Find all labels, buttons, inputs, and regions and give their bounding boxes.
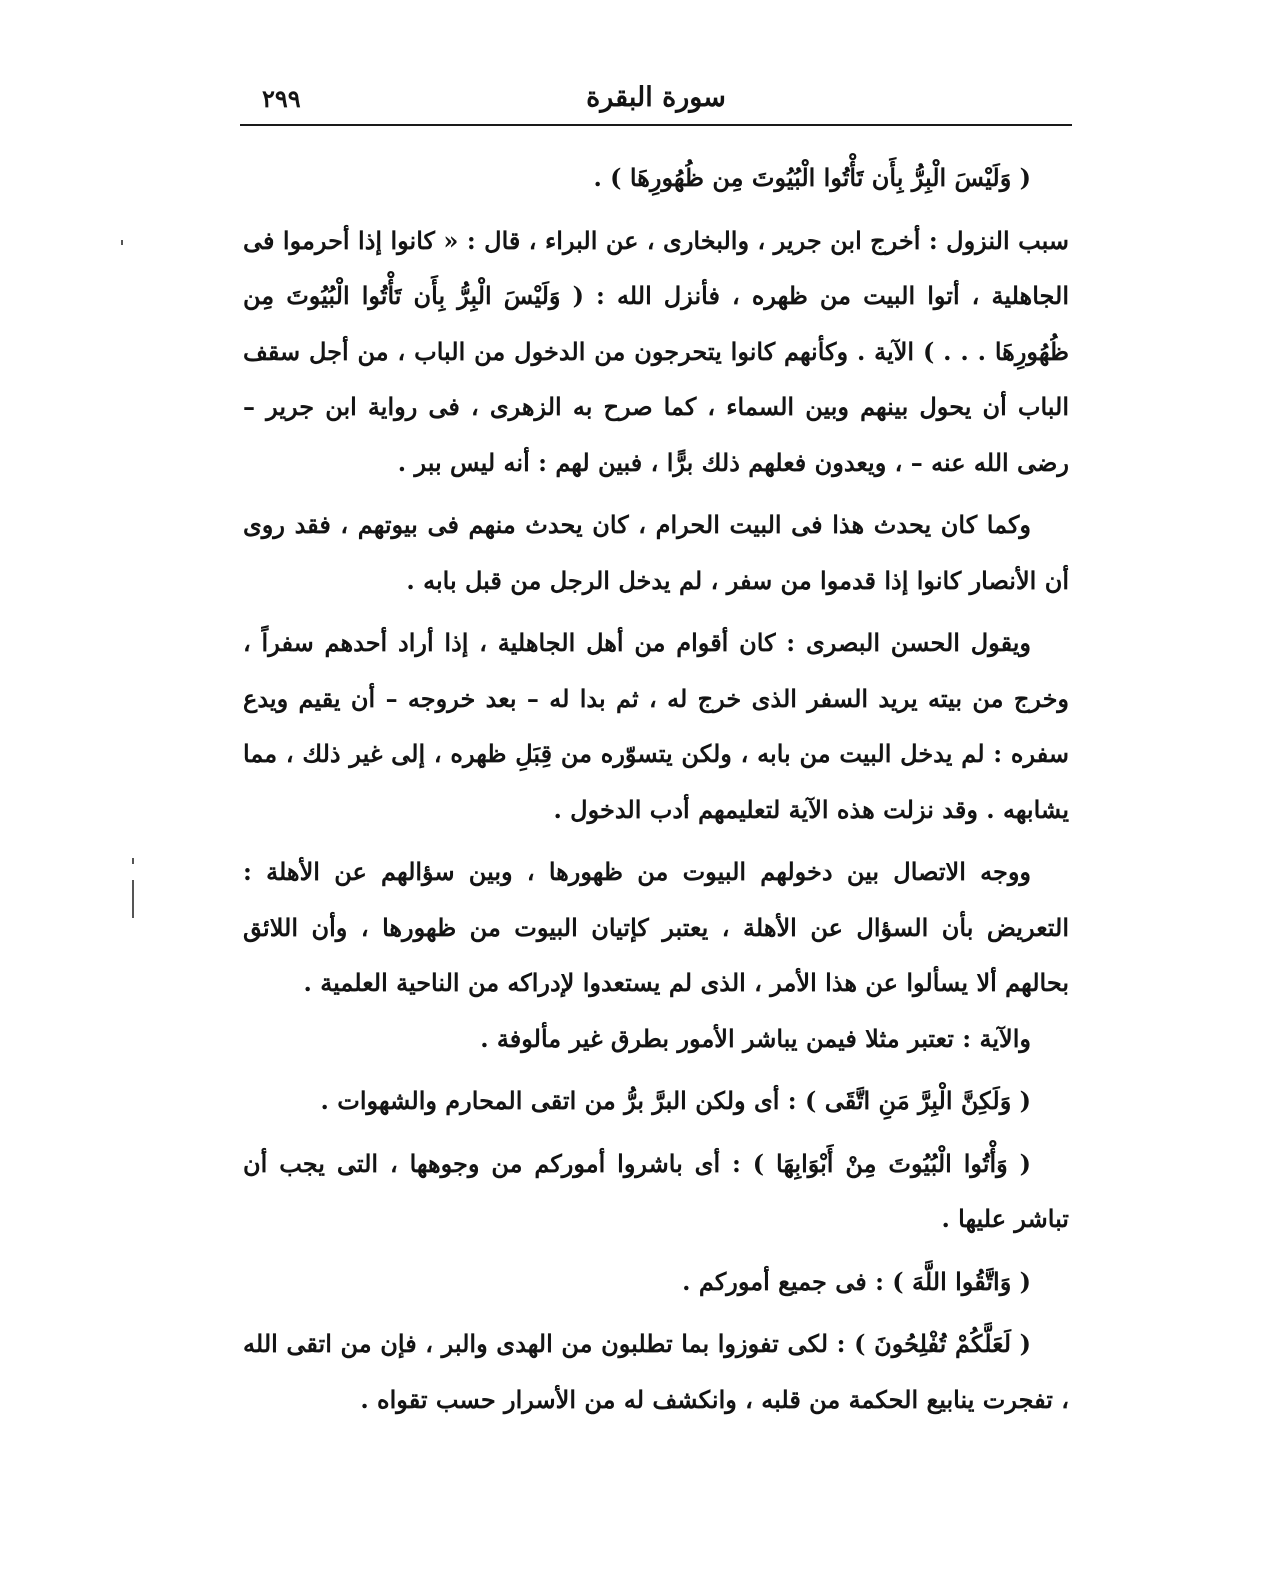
paragraph-connection: ووجه الاتصال بين دخولهم البيوت من ظهورها ، وبين سؤالهم عن الأهلة : التعريض بأن السؤال عن الأهلة ، يعتبر كإتيان البيوت من ظهورها ، وأن اللائق بحالهم ألا يسألوا عن هذا الأمر ، الذى لم يستعدوا لإدراكه من الناحية العلمية . bbox=[243, 857, 1069, 997]
paragraph-ansar: وكما كان يحدث هذا فى البيت الحرام ، كان يحدث منهم فى بيوتهم ، فقد روى أن الأنصار كانوا إذا قدموا من سفر ، لم يدخل الرجل من قبل بابه . bbox=[243, 510, 1069, 595]
margin-dot bbox=[121, 240, 123, 245]
verse-fear-allah: ( وَاتَّقُوا اللَّهَ ) : فى جميع أموركم . bbox=[682, 1266, 1031, 1296]
verse-doors: ( وَأْتُوا الْبُيُوتَ مِنْ أَبْوَابِهَا ) : أى باشروا أموركم من وجوهها ، التى يجب أن تباشر عليها . bbox=[243, 1148, 1069, 1233]
page-header bbox=[240, 78, 1072, 124]
surah-title: سورة البقرة bbox=[586, 82, 726, 113]
page-body bbox=[243, 150, 1069, 1434]
margin-dot bbox=[132, 858, 134, 864]
header-rule bbox=[240, 124, 1072, 126]
paragraph-example: والآية : تعتبر مثلا فيمن يباشر الأمور بطرق غير مألوفة . bbox=[480, 1023, 1031, 1053]
verse-success: ( لَعَلَّكُمْ تُفْلِحُونَ ) : لكى تفوزوا بما تطلبون من الهدى والبر ، فإن من اتقى الله ، تفجرت ينابيع الحكمة من قلبه ، وانكشف له من الأسرار حسب تقواه . bbox=[243, 1329, 1069, 1414]
margin-mark bbox=[132, 880, 134, 918]
verse-heading: ( وَلَيْسَ الْبِرُّ بِأَن تَأْتُوا الْبُيُوتَ مِن ظُهُورِهَا ) . bbox=[593, 163, 1031, 192]
verse-taqwa: ( وَلَكِنَّ الْبِرَّ مَنِ اتَّقَى ) : أى ولكن البرَّ برُّ من اتقى المحارم والشهوات . bbox=[320, 1086, 1031, 1115]
paragraph-hasan-basri: ويقول الحسن البصرى : كان أقوام من أهل الجاهلية ، إذا أراد أحدهم سفراً ، وخرج من بيته يريد السفر الذى خرج له ، ثم بدا له – بعد خروجه – أن يقيم ويدع سفره : لم يدخل البيت من بابه ، ولكن يتسوّره من قِبَلِ ظهره ، إلى غير ذلك ، مما يشابهه . وقد نزلت هذه الآية لتعليمهم أدب الدخول . bbox=[243, 628, 1070, 824]
page-number: ٢٩٩ bbox=[262, 84, 301, 113]
paragraph-revelation-cause: سبب النزول : أخرج ابن جرير ، والبخارى ، عن البراء ، قال : « كانوا إذا أحرموا فى الجاهلية ، أتوا البيت من ظهره ، فأنزل الله : ( وَلَيْسَ الْبِرُّ بِأَن تَأْتُوا الْبُيُوتَ مِن ظُهُورِهَا . . . ) الآية . وكأنهم كانوا يتحرجون من الدخول من الباب ، من أجل سقف الباب أن يحول بينهم وبين السماء ، كما صرح به الزهرى ، فى رواية ابن جرير – رضى الله عنه – ، ويعدون فعلهم ذلك برًّا ، فبين لهم : أنه ليس ببر . bbox=[243, 225, 1069, 477]
